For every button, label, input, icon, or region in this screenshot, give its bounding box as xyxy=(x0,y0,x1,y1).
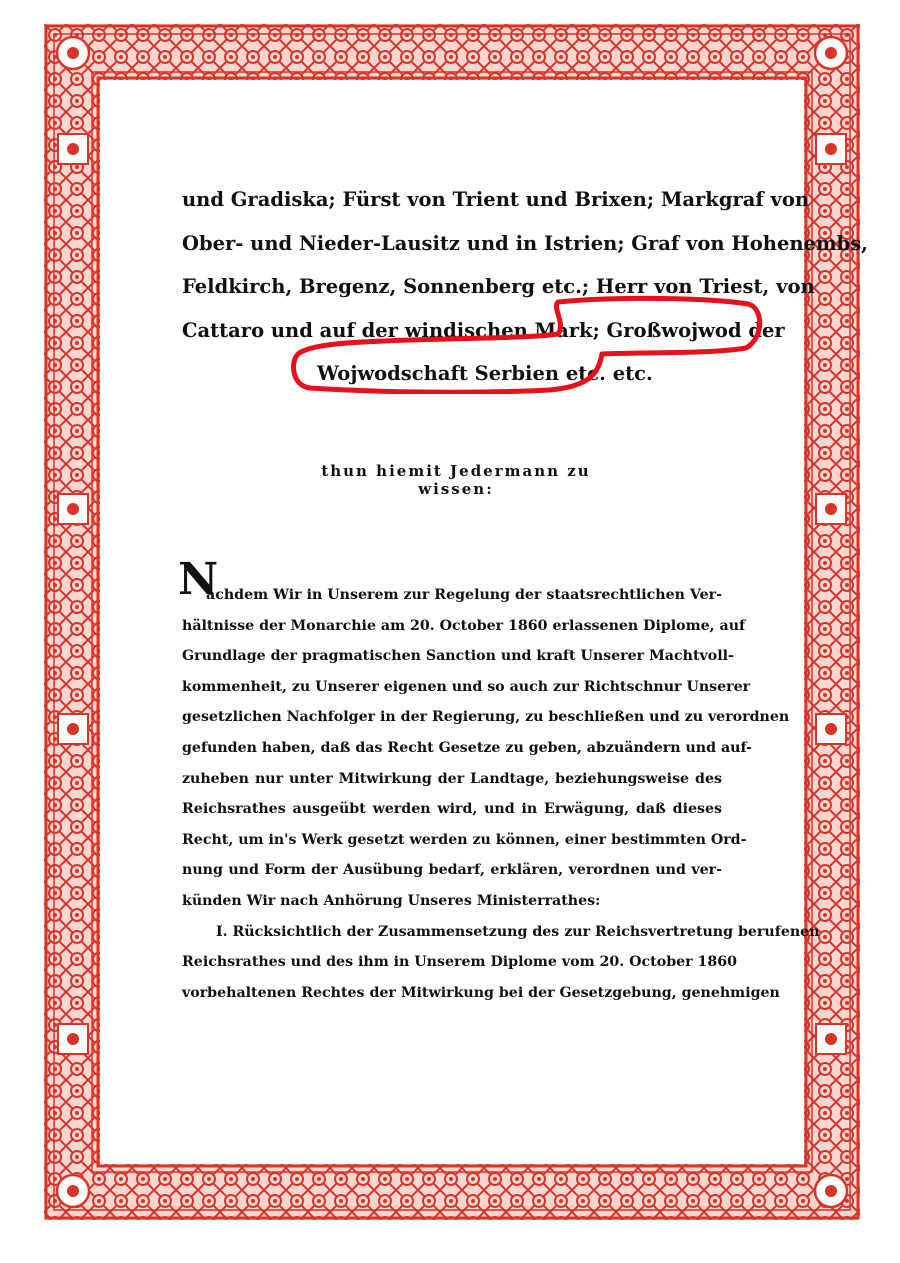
body-line-11: künden Wir nach Anhörung Unseres Ministerrathes: xyxy=(182,892,601,909)
body-line-13: Reichsrathes und des ihm in Unserem Diplome vom 20. October 1860 xyxy=(182,954,738,971)
title-line-2: Ober- und Nieder-Lausitz und in Istrien; Graf von Hohenembs, xyxy=(182,231,868,255)
body-line-7: zuheben nur unter Mitwirkung der Landtage, beziehungsweise des xyxy=(182,770,722,787)
body-line-6: gefunden haben, daß das Recht Gesetze zu geben, abzuändern und auf- xyxy=(182,739,752,756)
title-text-block xyxy=(182,178,868,396)
title-line-1: und Gradiska; Fürst von Trient und Brixen; Markgraf von xyxy=(182,188,810,211)
body-line-3: Grundlage der pragmatischen Sanction und kraft Unserer Machtvoll- xyxy=(182,648,734,665)
decorative-initial: N xyxy=(178,554,219,605)
announcement-line: thun hiemit Jedermann zu wissen: xyxy=(321,462,591,498)
title-line-3: Feldkirch, Bregenz, Sonnenberg etc.; Herr von Triest, von xyxy=(182,275,815,298)
body-line-8: Reichsrathes ausgeübt werden wird, und in Erwägung, daß dieses xyxy=(182,801,722,818)
body-text-block xyxy=(182,580,820,1008)
title-line-5: Wojwodschaft Serbien etc. etc. xyxy=(317,362,653,385)
body-line-2: hältnisse der Monarchie am 20. October 1860 erlassenen Diplome, auf xyxy=(182,617,746,634)
body-line-1: achdem Wir in Unserem zur Regelung der staatsrechtlichen Ver- xyxy=(206,587,722,603)
body-line-14: vorbehaltenen Rechtes der Mitwirkung bei der Gesetzgebung, genehmigen xyxy=(182,984,780,1001)
body-line-5: gesetzlichen Nachfolger in der Regierung, zu beschließen und zu verordnen xyxy=(182,709,790,726)
body-line-12: I. Rücksichtlich der Zusammensetzung des zur Reichsvertretung berufenen xyxy=(216,923,820,940)
body-line-4: kommenheit, zu Unserer eigenen und so auch zur Richtschnur Unserer xyxy=(182,678,751,695)
body-line-9: Recht, um in's Werk gesetzt werden zu können, einer bestimmten Ord- xyxy=(182,831,747,848)
title-line-4: Cattaro und auf der windischen Mark; Großwojwod der xyxy=(182,318,785,342)
body-line-10: nung und Form der Ausübung bedarf, erklären, verordnen und ver- xyxy=(182,862,722,879)
